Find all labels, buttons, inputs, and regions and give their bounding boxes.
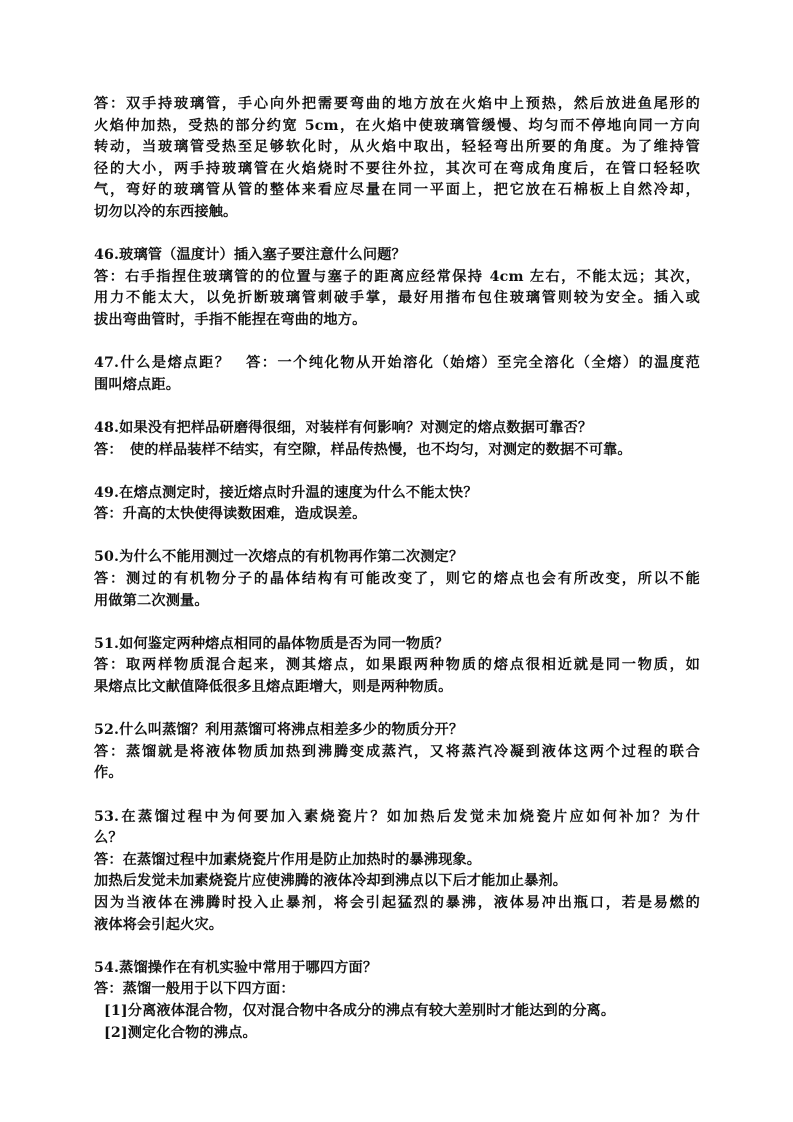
answer-48-line-1: 答： 使的样品装样不结实，有空隙，样品传热慢，也不均匀，对测定的数据不可靠。 — [94, 441, 632, 458]
question-49-block — [94, 483, 700, 526]
question-47-block — [94, 353, 700, 396]
paragraph-gap — [94, 612, 700, 634]
answer-53-line-2: 加热后发觉未加素烧瓷片应使沸腾的液体冷却到沸点以下后才能加止暴剂。 — [94, 873, 568, 890]
question-54-title: 54.蒸馏操作在有机实验中常用于哪四方面？ — [94, 959, 378, 976]
paragraph-gap — [94, 785, 700, 807]
question-53-title-line-2: 么？ — [94, 830, 123, 847]
paragraph-gap — [94, 461, 700, 483]
question-46-block — [94, 245, 700, 331]
question-46-title: 46.玻璃管（温度计）插入塞子要注意什么问题？ — [94, 247, 406, 264]
answer-51-line-2: 果熔点比文献值降低很多且熔点距增大，则是两种物质。 — [94, 679, 453, 696]
answer-51-line-1: 答：取两样物质混合起来，测其熔点，如果跟两种物质的熔点很相近就是同一物质，如 — [94, 657, 700, 674]
answer-52-line-1: 答：蒸馏就是将液体物质加热到沸腾变成蒸汽，又将蒸汽冷凝到液体这两个过程的联合 — [94, 743, 700, 760]
answer-46-line-3: 拔出弯曲管时，手指不能捏在弯曲的地方。 — [94, 311, 367, 328]
document-body — [94, 94, 700, 1044]
question-51-title: 51.如何鉴定两种熔点相同的晶体物质是否为同一物质？ — [94, 635, 449, 652]
question-48-block — [94, 418, 700, 461]
answer-45-line-3: 转动，当玻璃管受热至足够软化时，从火焰中取出，轻轻弯出所要的角度。为了维持管 — [94, 139, 700, 156]
answer-53-line-4: 液体将会引起火灾。 — [94, 916, 224, 933]
answer-46-line-1: 答：右手指捏住玻璃管的的位置与塞子的距离应经常保持 4cm 左右，不能太远；其次， — [94, 268, 700, 285]
question-52-block — [94, 720, 700, 785]
answer-54-intro: 答：蒸馏一般用于以下四方面： — [94, 981, 295, 998]
answer-45-block — [94, 94, 700, 224]
answer-45-line-1: 答：双手持玻璃管，手心向外把需要弯曲的地方放在火焰中上预热，然后放进鱼尾形的 — [94, 96, 700, 112]
paragraph-gap — [94, 396, 700, 418]
paragraph-gap — [94, 699, 700, 721]
question-50-block — [94, 547, 700, 612]
question-48-title: 48.如果没有把样品研磨得很细，对装样有何影响？对测定的熔点数据可靠否？ — [94, 419, 593, 436]
answer-53-line-1: 答：在蒸馏过程中加素烧瓷片作用是防止加热时的暴沸现象。 — [94, 851, 482, 868]
question-53-block — [94, 807, 700, 937]
answer-45-line-4: 径的大小，两手持玻璃管在火焰烧时不要往外拉，其次可在弯成角度后，在管口轻轻吹 — [94, 160, 700, 177]
question-49-title: 49.在熔点测定时，接近熔点时升温的速度为什么不能太快？ — [94, 484, 478, 501]
question-51-block — [94, 634, 700, 699]
paragraph-gap — [94, 936, 700, 958]
question-52-title: 52.什么叫蒸馏？利用蒸馏可将沸点相差多少的物质分开？ — [94, 722, 464, 739]
paragraph-gap — [94, 224, 700, 246]
answer-45-line-6: 切勿以冷的东西接触。 — [94, 203, 238, 220]
paragraph-gap — [94, 332, 700, 354]
question-50-title: 50.为什么不能用测过一次熔点的有机物再作第二次测定？ — [94, 549, 464, 566]
answer-45-line-2: 火焰仲加热，受热的部分约宽 5cm，在火焰中使玻璃管缓慢、均匀而不停地向同一方向 — [94, 117, 700, 134]
answer-50-line-2: 用做第二次测量。 — [94, 592, 209, 609]
question-53-title-line-1: 53.在蒸馏过程中为何要加入素烧瓷片？如加热后发觉未加烧瓷片应如何补加？为什 — [94, 808, 700, 825]
answer-52-line-2: 作。 — [94, 765, 123, 782]
answer-46-line-2: 用力不能太大，以免折断玻璃管刺破手掌，最好用揩布包住玻璃管则较为安全。插入或 — [94, 290, 700, 307]
answer-54-item-1: [1]分离液体混合物，仅对混合物中各成分的沸点有较大差别时才能达到的分离。 — [104, 1002, 616, 1019]
answer-54-item-2: [2]测定化合物的沸点。 — [104, 1024, 257, 1041]
question-47-line-2: 围叫熔点距。 — [94, 376, 181, 393]
question-47-line-1: 47.什么是熔点距？ 答：一个纯化物从开始溶化（始熔）至完全溶化（全熔）的温度范 — [94, 355, 700, 372]
question-54-block — [94, 958, 700, 1044]
answer-53-line-3: 因为当液体在沸腾时投入止暴剂，将会引起猛烈的暴沸，液体易冲出瓶口，若是易燃的 — [94, 894, 700, 911]
answer-49-line-1: 答：升高的太快使得读数困难，造成误差。 — [94, 506, 367, 523]
paragraph-gap — [94, 526, 700, 548]
answer-45-line-5: 气，弯好的玻璃管从管的整体来看应尽量在同一平面上，把它放在石棉板上自然冷却， — [94, 182, 700, 199]
answer-50-line-1: 答：测过的有机物分子的晶体结构有可能改变了，则它的熔点也会有所改变，所以不能 — [94, 571, 700, 588]
